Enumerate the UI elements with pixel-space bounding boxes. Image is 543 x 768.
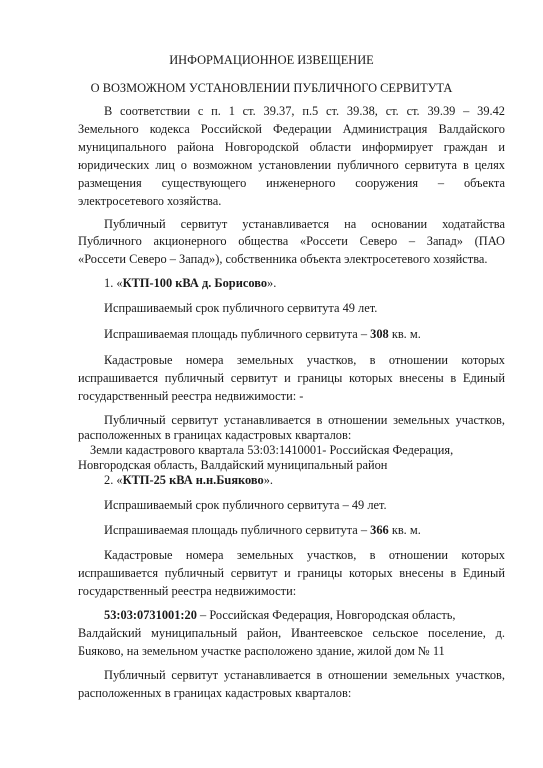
- item2-cadastral-line-2: испрашивается публичный сервитут и границы которых внесены в Единый: [78, 566, 505, 580]
- item1-cadastral-line-3: государственный реестра недвижимости: -: [78, 389, 304, 403]
- basis-line-2: Публичного акционерного общества «Россети Северо – Запад» (ПАО: [78, 234, 505, 248]
- item1-area: Испрашиваемая площадь публичного сервитута – 308 кв. м.: [104, 327, 421, 341]
- item2-heading: 2. «КТП-25 кВА н.н.Бuяково».: [104, 473, 273, 487]
- intro-line-1: В соответствии с п. 1 ст. 39.37, п.5 ст. 39.38, ст. ст. 39.39 – 39.42: [104, 104, 505, 118]
- item1-heading: 1. «КТП-100 кВА д. Борисово».: [104, 276, 277, 290]
- basis-line-1: Публичный сервитут устанавливается на основании ходатайства: [104, 217, 505, 231]
- item1-area-value: 308: [370, 327, 389, 341]
- notice-title: ИНФОРМАЦИОННОЕ ИЗВЕЩЕНИЕ: [169, 53, 374, 67]
- item1-quarters-line-1: Публичный сервитут устанавливается в отношении земельных участков,: [104, 413, 505, 427]
- item1-quarters-line-2: расположенных в границах кадастровых кварталов:: [78, 428, 352, 442]
- item2-cadastral-line-1: Кадастровые номера земельных участков, в отношении которых: [104, 548, 505, 562]
- intro-line-5: размещения существующего инженерного сооружения – объекта: [78, 176, 505, 190]
- item2-term: Испрашиваемый срок публичного сервитута – 49 лет.: [104, 498, 387, 512]
- item2-parcel-line-1: 53:03:0731001:20 – Российская Федерация, Новгородская область,: [104, 608, 456, 622]
- item2-area: Испрашиваемая площадь публичного сервитута – 366 кв. м.: [104, 523, 421, 537]
- item1-quarters-line-3: Земли кадастрового квартала 53:03:1410001- Российская Федерация,: [90, 443, 454, 457]
- item1-term: Испрашиваемый срок публичного сервитута 49 лет.: [104, 301, 378, 315]
- item2-parcel-line-3: Бuяково, на земельном участке расположено здание, жилой дом № 11: [78, 644, 445, 658]
- item2-quarters-line-1: Публичный сервитут устанавливается в отношении земельных участков,: [104, 668, 505, 682]
- intro-line-3: муниципального района Новгородской области информирует граждан и: [78, 140, 505, 154]
- item2-area-value: 366: [370, 523, 389, 537]
- item2-quarters-line-2: расположенных в границах кадастровых кварталов:: [78, 686, 352, 700]
- item2-parcel-line-2: Валдайский муниципальный район, Ивантеевское сельское поселение, д.: [78, 626, 505, 640]
- item1-cadastral-line-2: испрашивается публичный сервитут и границы которых внесены в Единый: [78, 371, 505, 385]
- item2-name: КТП-25 кВА н.н.Бuяково: [122, 473, 264, 487]
- intro-line-2: Земельного кодекса Российской Федерации Администрация Валдайского: [78, 122, 505, 136]
- item2-parcel-number: 53:03:0731001:20: [104, 608, 197, 622]
- item1-name: КТП-100 кВА д. Борисово: [122, 276, 268, 290]
- basis-line-3: «Россети Северо – Запад»), собственника объекта электросетевого хозяйства.: [78, 252, 488, 266]
- notice-subtitle: О ВОЗМОЖНОМ УСТАНОВЛЕНИИ ПУБЛИЧНОГО СЕРВИТУТА: [90, 81, 453, 95]
- intro-line-6: электросетевого хозяйства.: [78, 194, 222, 208]
- item1-cadastral-line-1: Кадастровые номера земельных участков, в отношении которых: [104, 353, 505, 367]
- item2-cadastral-line-3: государственный реестра недвижимости:: [78, 584, 297, 598]
- intro-line-4: юридических лиц о возможном установлении публичного сервитута в целях: [78, 158, 505, 172]
- item1-quarters-line-4: Новгородская область, Валдайский муниципальный район: [78, 458, 388, 472]
